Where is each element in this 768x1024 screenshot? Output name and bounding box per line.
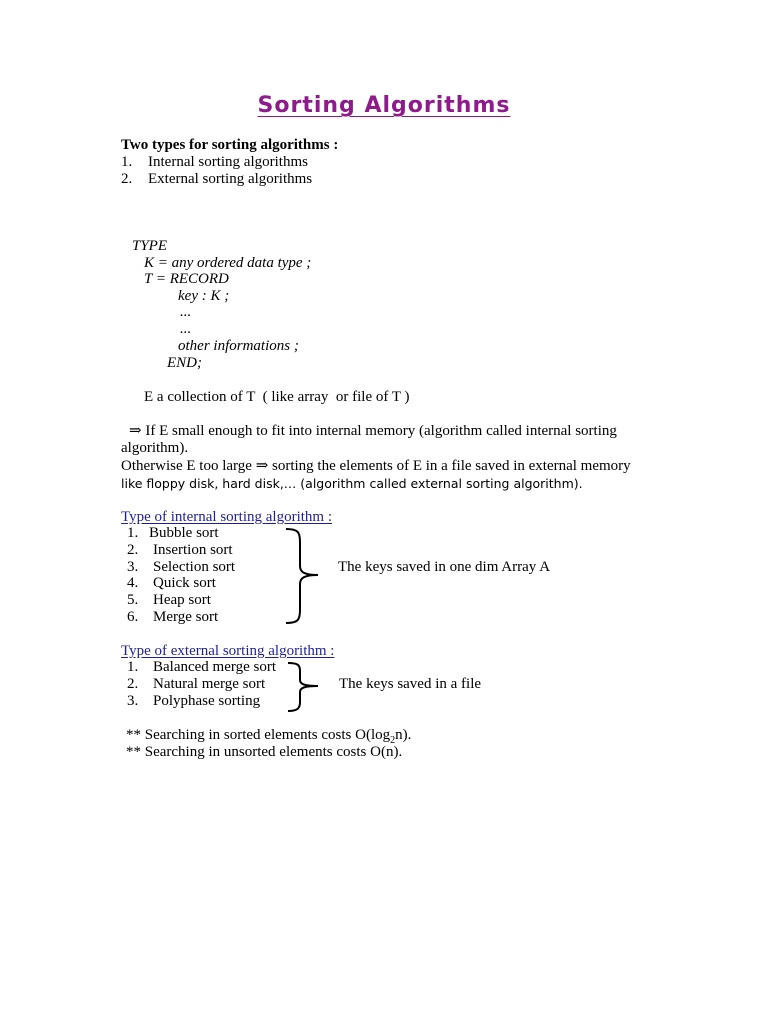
page-title: Sorting Algorithms xyxy=(257,93,511,118)
implies-arrow: ⇒ xyxy=(129,423,142,439)
list-text: Merge sort xyxy=(153,609,219,625)
list-number: 6. xyxy=(127,609,139,625)
external-note: The keys saved in a file xyxy=(339,676,482,692)
code-line: key : K ; xyxy=(178,288,230,304)
list-text: Polyphase sorting xyxy=(153,693,261,709)
internal-note: The keys saved in one dim Array A xyxy=(338,559,551,575)
list-text: Heap sort xyxy=(153,592,211,608)
log-subscript: 2 xyxy=(390,735,396,746)
paragraph-text: If E small enough to fit into internal memory (algorithm called internal sorting xyxy=(145,423,617,439)
searching-unsorted: ** Searching in unsorted elements costs O(n). xyxy=(126,744,403,760)
list-item xyxy=(127,575,216,592)
internal-heading: Type of internal sorting algorithm : xyxy=(121,509,332,525)
list-item xyxy=(121,154,308,171)
paragraph-line xyxy=(129,423,617,440)
paragraph-line xyxy=(121,458,631,475)
list-number: 2. xyxy=(127,542,139,558)
list-item xyxy=(127,676,265,693)
intro-heading: Two types for sorting algorithms : xyxy=(121,137,339,153)
list-number: 1. xyxy=(121,154,133,170)
list-text: External sorting algorithms xyxy=(148,171,313,187)
paragraph-line: algorithm). xyxy=(121,440,189,456)
list-text: Selection sort xyxy=(153,559,236,575)
paragraph-text: sorting the elements of E in a file saved in external memory xyxy=(272,458,631,474)
code-line: K = any ordered data type ; xyxy=(144,255,312,271)
list-item xyxy=(127,542,233,559)
list-text: Natural merge sort xyxy=(153,676,266,692)
list-number: 4. xyxy=(127,575,139,591)
list-text: Balanced merge sort xyxy=(153,659,277,675)
code-line: TYPE xyxy=(132,238,168,254)
code-line: END; xyxy=(167,355,202,371)
external-heading: Type of external sorting algorithm : xyxy=(121,643,335,659)
code-line: other informations ; xyxy=(178,338,299,354)
list-text: Internal sorting algorithms xyxy=(148,154,308,170)
paragraph-text: Otherwise E too large xyxy=(121,458,252,474)
list-item xyxy=(121,171,312,188)
collection-text: E a collection of T ( like array or file of T ) xyxy=(144,389,410,405)
list-text: Bubble sort xyxy=(149,525,219,541)
list-number: 2. xyxy=(121,171,133,187)
searching-text: n). xyxy=(395,727,412,743)
list-number: 2. xyxy=(127,676,139,692)
list-item xyxy=(127,609,218,626)
searching-text: ** Searching in sorted elements costs O(log xyxy=(126,727,391,743)
list-item xyxy=(127,592,211,609)
code-line: ... xyxy=(180,304,192,320)
list-text: Quick sort xyxy=(153,575,216,591)
list-number: 1. xyxy=(127,525,139,541)
list-text: Insertion sort xyxy=(153,542,233,558)
list-number: 3. xyxy=(127,559,139,575)
code-line: T = RECORD xyxy=(144,271,229,287)
list-item xyxy=(127,693,260,710)
list-item xyxy=(127,559,235,576)
code-line: ... xyxy=(180,321,192,337)
implies-arrow: ⇒ xyxy=(255,458,269,474)
list-number: 3. xyxy=(127,693,139,709)
paragraph-line: like floppy disk, hard disk,… (algorithm called external sorting algorithm). xyxy=(121,476,583,491)
right-brace-icon xyxy=(286,660,322,714)
right-brace-icon xyxy=(284,526,320,626)
list-item xyxy=(127,659,276,676)
list-number: 5. xyxy=(127,592,139,608)
list-number: 1. xyxy=(127,659,139,675)
list-item xyxy=(127,525,219,542)
